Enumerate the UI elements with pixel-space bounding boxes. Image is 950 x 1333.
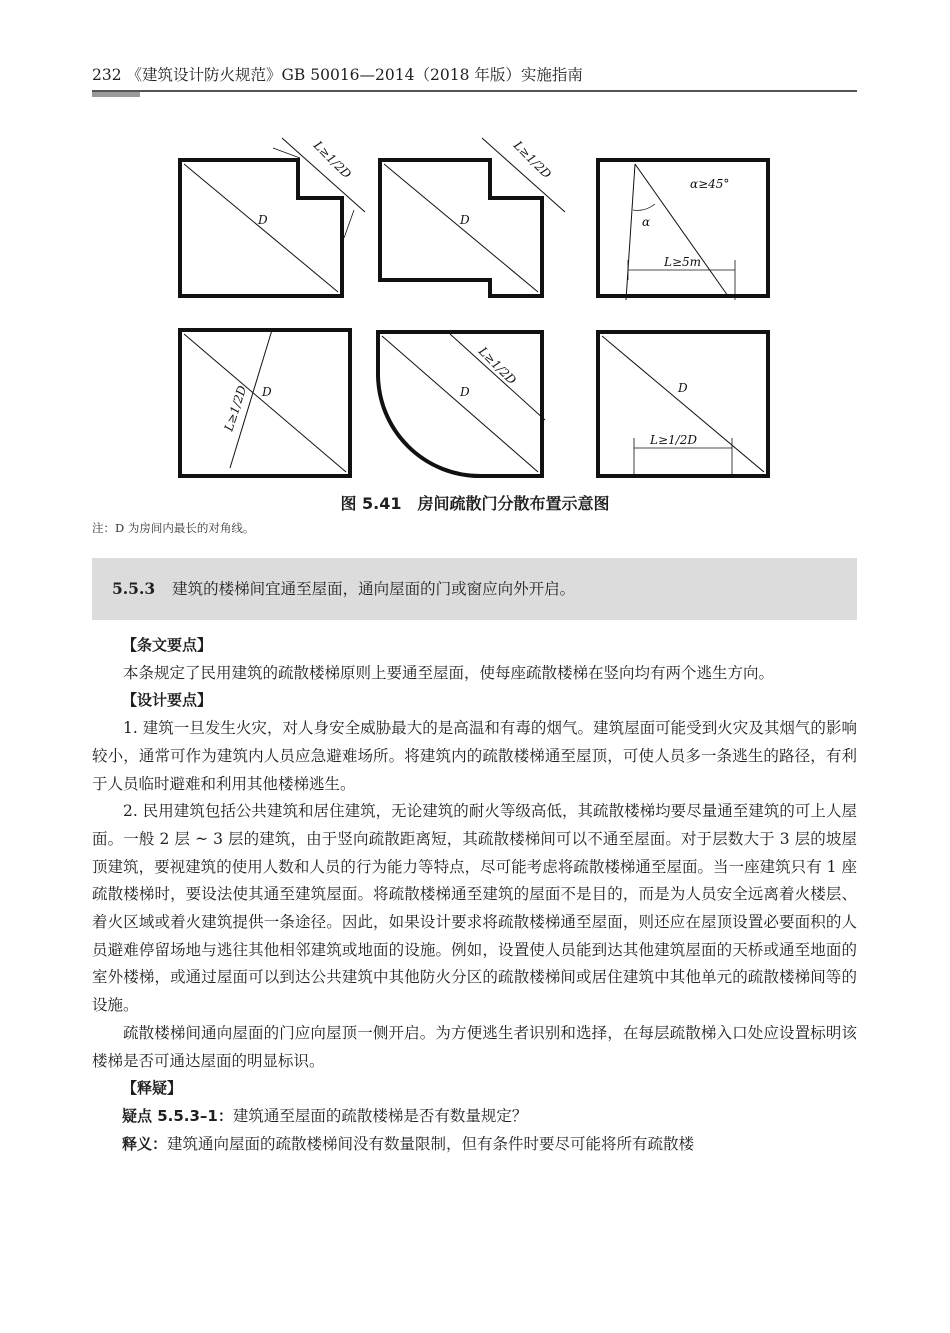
figure-caption: 图 5.41 房间疏散门分散布置示意图 [340, 494, 610, 513]
label-half-d-1: L≥1/2D [310, 138, 354, 182]
question-label: 疑点 5.5.3–1： [122, 1106, 233, 1125]
room-5-quarter-circle [378, 332, 545, 476]
paragraph: 2. 民用建筑包括公共建筑和居住建筑，无论建筑的耐火等级高低，其疏散楼梯均要尽量通至建筑的可上人屋面。一般 2 层 ~ 3 层的建筑，由于竖向疏散距离短，其疏散楼梯间可以不通至屋面。对于层数大于 3 层的坡屋顶建筑，要视建筑的使用人数和人员的行为能力等特点，尽可能考虑将疏散楼梯通至屋面。当一座建筑只有 1 座疏散楼梯时，要设法使其通至建筑屋面。将疏散楼梯通至建筑的屋面不是目的，而是为人员安全远离着火楼层、着火区域或着火建筑提供一条途径。因此，如果设计要求将疏散楼梯通至屋面，则还应在屋顶设置必要面积的人员避难停留场地与逃往其他相邻建筑或地面的设施。例如，设置使人员能到达其他建筑屋面的天桥或通至地面的室外楼梯，或通过屋面可以到达公共建筑中其他防火分区的疏散楼梯间或居住建筑中其他单元的疏散楼梯间等的设施。 [92, 802, 857, 1015]
clause-box [92, 558, 857, 620]
label-half-d-4: L≥1/2D [221, 383, 250, 433]
label-d-1: D [258, 213, 268, 227]
label-d-6: D [678, 381, 688, 395]
answer-line [92, 1131, 857, 1159]
section-heading-key-points: 【条文要点】 [122, 636, 213, 654]
paragraph: 疏散楼梯间通向屋面的门应向屋顶一侧开启。为方便逃生者识别和选择，在每层疏散梯入口处应设置标明该楼梯是否可通达屋面的明显标识。 [92, 1023, 857, 1070]
header-accent-bar [92, 92, 140, 97]
label-d-5: D [460, 385, 470, 399]
section-heading-clarification: 【释疑】 [122, 1079, 183, 1098]
paragraph: 本条规定了民用建筑的疏散楼梯原则上要通至屋面，使每座疏散楼梯在竖向均有两个逃生方向。 [123, 663, 775, 682]
section-heading-design-points: 【设计要点】 [122, 691, 213, 710]
label-half-d-5: L≥1/2D [475, 344, 519, 388]
question-text: 建筑通至屋面的疏散楼梯是否有数量规定？ [232, 1106, 528, 1125]
evacuation-door-diagram [150, 120, 800, 500]
main-text [92, 632, 857, 1158]
label-d-2: D [460, 213, 470, 227]
page-number: 232 [92, 66, 122, 84]
answer-label: 释义： [122, 1134, 168, 1153]
label-half-d-6: L≥1/2D [650, 433, 697, 447]
header-rule [92, 90, 857, 92]
room-4-rect [180, 330, 350, 476]
book-title: 《建筑设计防火规范》GB 50016—2014（2018 年版）实施指南 [126, 66, 583, 84]
answer-text: 建筑通向屋面的疏散楼梯间没有数量限制，但有条件时要尽可能将所有疏散楼 [167, 1134, 695, 1153]
clause-text: 建筑的楼梯间宜通至屋面，通向屋面的门或窗应向外开启。 [172, 580, 576, 598]
clause-number: 5.5.3 [112, 579, 156, 598]
room-3-angle [598, 160, 768, 300]
label-l5: L≥5m [664, 255, 702, 269]
paragraph: 1. 建筑一旦发生火灾，对人身安全威胁最大的是高温和有毒的烟气。建筑屋面可能受到火灾及其烟气的影响较小，通常可作为建筑内人员应急避难场所。将建筑内的疏散楼梯通至屋顶，可使人员多一条逃生的路径，有利于人员临时避难和利用其他楼梯逃生。 [92, 719, 857, 793]
figure-note: 注：D 为房间内最长的对角线。 [92, 521, 255, 535]
room-6-rect [598, 332, 768, 476]
label-d-4: D [262, 385, 272, 399]
page-header [92, 60, 857, 90]
label-half-d-2: L≥1/2D [510, 138, 554, 182]
question-line [92, 1103, 857, 1131]
label-alpha: α [642, 215, 651, 229]
label-alpha-rule: α≥45° [690, 177, 730, 191]
